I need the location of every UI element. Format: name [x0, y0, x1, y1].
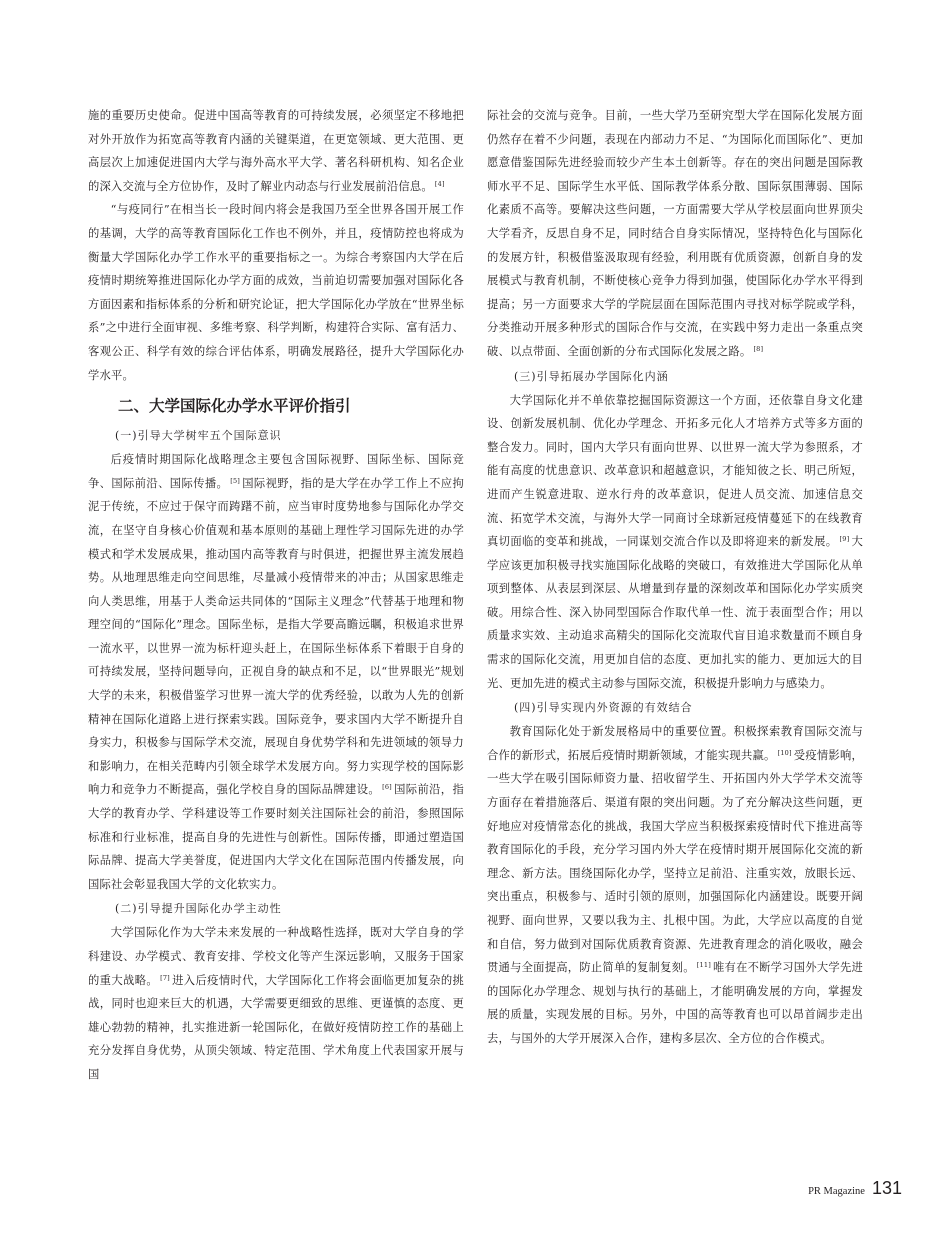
citation[interactable]: [6] [382, 783, 392, 792]
citation[interactable]: [7] [160, 973, 170, 982]
citation[interactable]: [4] [434, 179, 445, 188]
citation[interactable]: [5] [230, 476, 241, 485]
page-footer [808, 1178, 902, 1199]
subsection-heading: (三)引导拓展办学国际化内涵 [514, 369, 669, 383]
subsection-heading: (四)引导实现内外资源的有效结合 [514, 701, 693, 715]
magazine-name: PR Magazine [808, 1186, 865, 1197]
paragraph: 后疫情时期国际化战略理念主要包含国际视野、国际坐标、国际竞争、国际前沿、国际传播。 [5] 国际视野，指的是大学在办学工作上不应拘泥于传统，不应过于保守而踌躇不前，应当审时度势地参与国际化办学交流，在坚守自身核心价值观和基本原则的基础上理性学习国际先进的办学模式和学术发展成果，推动国内高等教育与时俱进，把握世界主流发展趋势。从地理思维走向空间思维，尽量减小疫情带来的冲击；从国家思维走向人类思维，用基于人类命运共同体的“国际主义理念”代替基于地理和物理空间的“国际化”理念。国际坐标，是指大学要高瞻远瞩，积极追求世界一流水平，以世界一流为标杆迎头赶上，在国际坐标体系下着眼于自身的可持续发展，坚持问题导向，正视自身的缺点和不足，以“世界眼光”规划大学的未来，积极借鉴学习世界一流大学的优秀经验，以敢为人先的创新精神在国际化道路上进行探索实践。国际竞争，要求国内大学不断提升自身实力，积极参与国际学术交流，展现自身优势学科和先进领域的领导力和影响力，在相关范畴内引领全球学术发展方向。努力实现学校的国际影响力和竞争力不断提高，强化学校自身的国际品牌建设。 [6] 国际前沿，指大学的教育办学、学科建设等工作要时刻关注国际社会的前沿，参照国际标准和行业标准，提高自身的先进性与创新性。国际传播，即通过塑造国际品牌、提高大学美誉度，促进国内大学文化在国际范围内传播发展，向国际社会彰显我国大学的文化软实力。 [88, 453, 464, 891]
page-number: 131 [871, 1178, 902, 1198]
section-title: 二、大学国际化办学水平评价指引 [118, 397, 351, 416]
paragraph: 大学国际化并不单依靠挖掘国际资源这一个方面，还依靠自身文化建设、创新发展机制、优化办学理念、开拓多元化人才培养方式等多方面的整合发力。同时，国内大学只有面向世界、以世界一流大学为参照系，才能有高度的忧患意识、改革意识和超越意识，才能知彼之长、明己所短，进而产生锐意进取、逆水行舟的改革意识，促进人员交流、加速信息交流、拓宽学术交流，与海外大学一同商讨全球新冠疫情蔓延下的在线教育真切面临的变革和挑战，一同谋划交流合作以及即将迎来的新发展。 [9] 大学应该更加积极寻找实施国际化战略的突破口，有效推进大学国际化从单项到整体、从表层到深层、从增量到存量的深刻改革和国际化办学实质突破。用综合性、深入协同型国际合作取代单一性、流于表面型合作；用以质量求实效、主动追求高精尖的国际化交流取代盲目追求数量而不顾自身需求的国际化交流，用更加自信的态度、更加扎实的能力、更加远大的目光、更加先进的模式主动参与国际交流，积极提升影响力与感染力。 [487, 393, 863, 690]
paragraph: 施的重要历史使命。促进中国高等教育的可持续发展，必须坚定不移地把对外开放作为拓宽高等教育内涵的关键渠道，在更宽领域、更大范围、更高层次上加速促进国内大学与海外高水平大学、著名科研机构、知名企业的深入交流与全方位协作，及时了解业内动态与行业发展前沿信息。 [4] [88, 109, 464, 193]
subsection-heading: (一)引导大学树牢五个国际意识 [115, 429, 282, 443]
citation[interactable]: [9] [839, 535, 850, 544]
paragraph: “与疫同行”在相当长一段时间内将会是我国乃至全世界各国开展工作的基调，大学的高等教育国际化工作也不例外，并且，疫情防控也将成为衡量大学国际化办学工作水平的重要指标之一。为综合考察国内大学在后疫情时期统筹推进国际化办学方面的成效，当前迫切需要加强对国际化各方面因素和指标体系的分析和研究论证，把大学国际化办学放在“世界坐标系”之中进行全面审视、多维考察、科学判断，构建符合实际、富有活力、客观公正、科学有效的综合评估体系，明确发展路径，提升大学国际化办学水平。 [88, 203, 464, 382]
citation[interactable]: [8] [753, 344, 764, 353]
citation[interactable]: [10] [777, 748, 792, 757]
paragraph: 大学国际化作为大学未来发展的一种战略性选择，既对大学自身的学科建设、办学模式、教育安排、学校文化等产生深远影响，又服务于国家的重大战略。 [7] 进入后疫情时代，大学国际化工作将会面临更加复杂的挑战，同时也迎来巨大的机遇，大学需要更细致的思维、更谨慎的态度、更雄心勃勃的精神，扎实推进新一轮国际化，在做好疫情防控工作的基础上充分发挥自身优势，从顶尖领域、特定范围、学术角度上代表国家开展与国 [88, 926, 464, 1081]
left-column [88, 104, 464, 1087]
subsection-heading: (二)引导提升国际化办学主动性 [115, 902, 282, 916]
citation[interactable]: [11] [696, 961, 711, 970]
right-column [487, 104, 863, 1051]
paragraph: 教育国际化处于新发展格局中的重要位置。积极探索教育国际交流与合作的新形式，拓展后疫情时期新领域，才能实现共赢。 [10] 受疫情影响，一些大学在吸引国际师资力量、招收留学生、开拓国内外大学学术交流等方面存在着措施落后、渠道有限的突出问题。为了充分解决这些问题，更好地应对疫情常态化的挑战，我国大学应当积极探索疫情时代下推进高等教育国际化的手段，充分学习国内外大学在疫情时期开展国际化交流的新理念、新方法。围绕国际化办学，坚持立足前沿、注重实效，放眼长远、突出重点，积极参与、适时引领的原则，加强国际化内涵建设。既要开阔视野、面向世界，又要以我为主、扎根中国。为此，大学应以高度的自觉和自信，努力做到对国际优质教育资源、先进教育理念的消化吸收，融会贯通与全面提高，防止简单的复制复刻。 [11] 唯有在不断学习国外大学先进的国际化办学理念、规划与执行的基础上，才能明确发展的方向，掌握发展的质量，实现发展的目标。另外，中国的高等教育也可以昂首阔步走出去，与国外的大学开展深入合作，建构多层次、全方位的合作模式。 [487, 725, 863, 1045]
paragraph: 际社会的交流与竞争。目前，一些大学乃至研究型大学在国际化发展方面仍然存在着不少问题，表现在内部动力不足、“为国际化而国际化”、更加愿意借鉴国际先进经验而较少产生本土创新等。存在的突出问题是国际教师水平不足、国际学生水平低、国际教学体系分散、国际氛围薄弱、国际化素质不高等。要解决这些问题，一方面需要大学从学校层面向世界顶尖大学看齐，反思自身不足，同时结合自身实际情况，坚持特色化与国际化的发展方针，积极借鉴汲取现有经验，利用既有优质资源，创新自身的发展模式与教育机制，不断使核心竞争力得到加强，使国际化办学水平得到提高；另一方面要求大学的学院层面在国际范围内寻找对标学院或学科，分类推动开展多种形式的国际合作与交流，在实践中努力走出一条重点突破、以点带面、全面创新的分布式国际化发展之路。 [8] [487, 109, 863, 358]
